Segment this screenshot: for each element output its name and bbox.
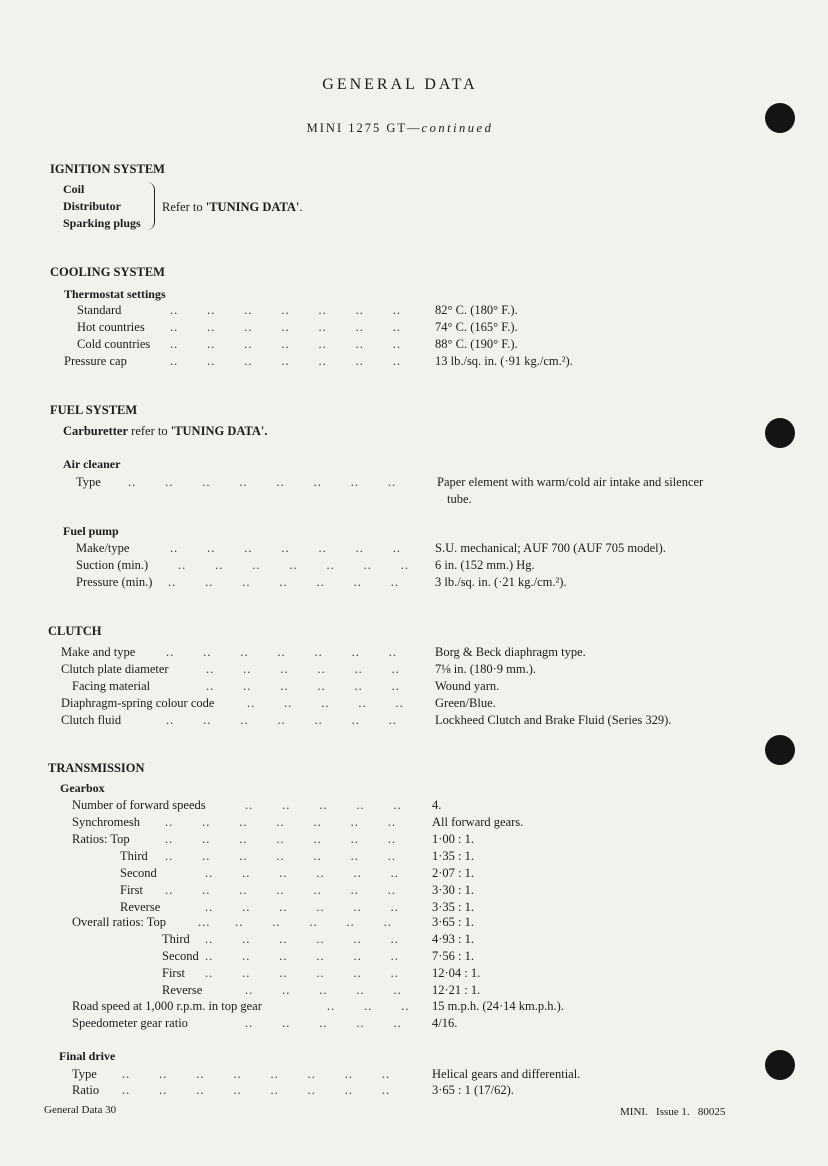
subtitle-model: MINI 1275 GT— [306,121,422,135]
leader-dots: .. .. .. .. .. .. [205,866,399,880]
spec-value: 3·65 : 1. [432,915,475,929]
spec-value: Paper element with warm/cold air intake and silencer [437,475,704,489]
spec-label: Suction (min.) [76,558,149,572]
section-heading-cooling: COOLING SYSTEM [50,265,165,279]
leader-dots: .. .. .. .. .. .. .. [168,575,399,589]
spec-row [0,883,760,900]
carb-refer: refer to [128,424,171,438]
spec-value: S.U. mechanical; AUF 700 (AUF 705 model). [435,541,666,555]
leader-dots: .. .. .. .. .. .. .. [165,832,396,846]
spec-value-continued: tube. [447,492,472,506]
spec-label: Make and type [61,645,136,659]
spec-row [0,696,760,713]
brace [146,182,155,230]
section-heading-ignition: IGNITION SYSTEM [50,162,165,176]
spec-row [0,949,760,966]
page-title: GENERAL DATA [322,76,478,93]
subheading-air-cleaner: Air cleaner [63,457,121,471]
spec-row [0,575,760,592]
spec-value: Lockheed Clutch and Brake Fluid (Series 329). [435,713,672,727]
spec-label: Clutch plate diameter [61,662,169,676]
spec-label: Hot countries [77,320,145,334]
leader-dots: .. .. .. .. .. .. [205,900,399,914]
spec-row [0,849,760,866]
footer-page-ref: General Data 30 [44,1104,117,1116]
spec-label: Second [120,866,157,880]
spec-label: First [162,966,185,980]
spec-label: Reverse [120,900,161,914]
spec-label: Ratios: Top [72,832,130,846]
spec-value: 74° C. (165° F.). [435,320,518,334]
ignition-item: Distributor [63,199,121,213]
spec-row [0,713,760,730]
refer-target: 'TUNING DATA' [205,200,300,214]
spec-row [0,337,760,354]
leader-dots: .. .. .. .. .. .. [206,662,400,676]
spec-value: 1·35 : 1. [432,849,475,863]
spec-value: 4/16. [432,1016,458,1030]
spec-value: 15 m.p.h. (24·14 km.p.h.). [432,999,564,1013]
spec-row [0,866,760,883]
spec-label: Third [120,849,148,863]
spec-value: 7·56 : 1. [432,949,475,963]
leader-dots: .. .. .. .. .. .. .. .. [128,475,397,489]
leader-dots: .. .. .. .. .. .. [206,679,400,693]
leader-dots: ... .. .. .. .. .. [198,915,392,929]
spec-label: Clutch fluid [61,713,122,727]
leader-dots: .. .. .. .. .. .. .. [166,645,397,659]
spec-row [0,999,760,1016]
spec-label: Cold countries [77,337,151,351]
leader-dots: .. .. .. .. .. .. .. .. [122,1067,391,1081]
spec-label: Synchromesh [72,815,141,829]
leader-dots: .. .. .. .. .. .. .. .. [122,1083,391,1097]
punch-hole [765,735,795,765]
spec-label: Standard [77,303,122,317]
section-heading-fuel: FUEL SYSTEM [50,403,138,417]
spec-label: Pressure cap [64,354,127,368]
spec-value: Borg & Beck diaphragm type. [435,645,586,659]
section-heading-transmission: TRANSMISSION [48,761,145,775]
ignition-refer [162,200,303,215]
leader-dots: .. .. .. .. .. .. .. [170,320,401,334]
spec-value: 88° C. (190° F.). [435,337,518,351]
spec-value: Green/Blue. [435,696,496,710]
spec-value: 7⅛ in. (180·9 mm.). [435,662,537,676]
leader-dots: .. .. .. .. .. .. .. [170,354,401,368]
spec-value: 2·07 : 1. [432,866,475,880]
leader-dots: .. .. .. .. .. [245,798,402,812]
section-heading-clutch: CLUTCH [48,624,102,638]
carb-target: 'TUNING DATA'. [170,424,268,438]
spec-value: 3·30 : 1. [432,883,475,897]
spec-row [0,932,760,949]
spec-row [0,966,760,983]
leader-dots: .. .. .. [327,999,410,1013]
spec-value: 82° C. (180° F.). [435,303,518,317]
spec-label: Reverse [162,983,203,997]
spec-label: First [120,883,143,897]
spec-label: Overall ratios: Top [72,915,167,929]
punch-hole [765,418,795,448]
punch-hole [765,1050,795,1080]
leader-dots: .. .. .. .. .. .. .. [166,713,397,727]
spec-value: 1·00 : 1. [432,832,475,846]
spec-row [0,645,760,662]
spec-label: Ratio [72,1083,100,1097]
spec-value: 12·21 : 1. [432,983,481,997]
spec-label: Facing material [72,679,151,693]
spec-row [0,558,760,575]
spec-row [0,320,760,337]
subheading-gearbox: Gearbox [60,781,105,795]
spec-label: Speedometer gear ratio [72,1016,188,1030]
spec-row [0,815,760,832]
leader-dots: .. .. .. .. .. .. .. [165,849,396,863]
spec-label: Type [72,1067,97,1081]
leader-dots: .. .. .. .. .. .. .. [165,815,396,829]
leader-dots: .. .. .. .. .. .. .. [170,541,401,555]
subtitle-continued: continued [421,121,494,135]
spec-label: Make/type [76,541,130,555]
leader-dots: .. .. .. .. .. .. [205,949,399,963]
spec-row [0,1016,760,1033]
spec-row [0,1067,760,1084]
spec-row [0,475,760,509]
spec-row [0,915,760,932]
spec-value: Helical gears and differential. [432,1067,581,1081]
spec-label: Road speed at 1,000 r.p.m. in top gear [72,999,262,1013]
page-subtitle [0,121,800,136]
leader-dots: .. .. .. .. .. .. .. [170,337,401,351]
spec-row [0,303,760,320]
leader-dots: .. .. .. .. .. [245,1016,402,1030]
spec-value: 4·93 : 1. [432,932,475,946]
subheading-fuel-pump: Fuel pump [63,524,119,538]
spec-label: Pressure (min.) [76,575,153,589]
spec-row [0,983,760,1000]
spec-value: 3 lb./sq. in. (·21 kg./cm.²). [435,575,567,589]
leader-dots: .. .. .. .. .. .. .. [165,883,396,897]
ignition-item: Coil [63,182,85,196]
spec-label: Number of forward speeds [72,798,206,812]
spec-row [0,541,760,558]
spec-row [0,354,760,371]
spec-label: Third [162,932,190,946]
spec-value: 12·04 : 1. [432,966,481,980]
spec-label: Second [162,949,199,963]
refer-suffix: . [299,200,303,214]
spec-value: All forward gears. [432,815,524,829]
spec-value: Wound yarn. [435,679,500,693]
spec-value: 4. [432,798,442,812]
spec-value: 13 lb./sq. in. (·91 kg./cm.²). [435,354,573,368]
spec-value: 6 in. (152 mm.) Hg. [435,558,535,572]
leader-dots: .. .. .. .. .. .. .. [170,303,401,317]
subheading-thermostat: Thermostat settings [64,287,166,301]
leader-dots: .. .. .. .. .. .. .. [178,558,409,572]
carb-label: Carburetter [63,424,129,438]
subheading-final-drive: Final drive [59,1049,116,1063]
carburetter-refer [63,424,267,439]
spec-row [0,1083,760,1100]
ignition-item: Sparking plugs [63,216,141,230]
leader-dots: .. .. .. .. .. [245,983,402,997]
spec-label: Diaphragm-spring colour code [61,696,215,710]
refer-prefix: Refer to [162,200,206,214]
leader-dots: .. .. .. .. .. .. [205,932,399,946]
spec-row [0,662,760,679]
leader-dots: .. .. .. .. .. [247,696,404,710]
leader-dots: .. .. .. .. .. .. [205,966,399,980]
spec-label: Type [76,475,101,489]
spec-row [0,679,760,696]
spec-row [0,832,760,849]
spec-row [0,798,760,815]
spec-value: 3·65 : 1 (17/62). [432,1083,514,1097]
spec-value: 3·35 : 1. [432,900,475,914]
footer-issue: MINI. Issue 1. 80025 [620,1106,726,1118]
